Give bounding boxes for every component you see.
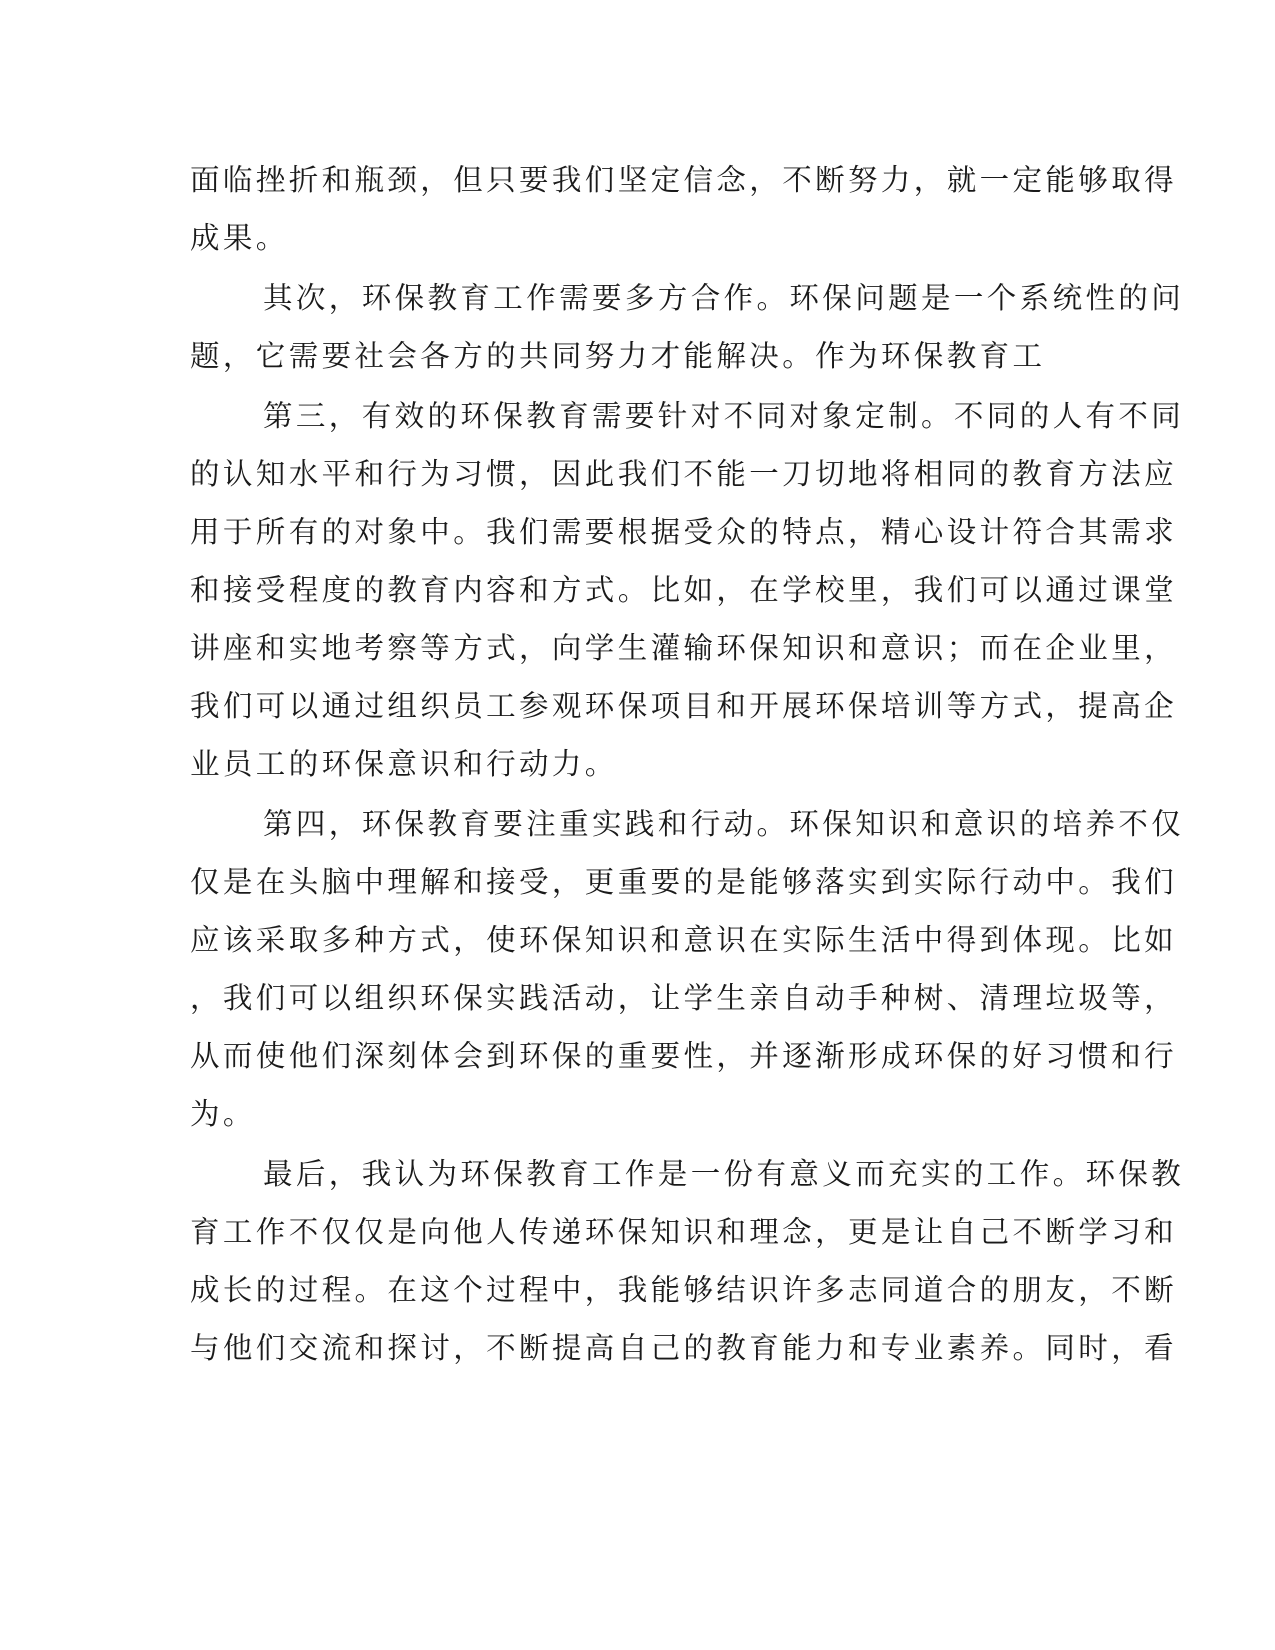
body-text-line: 应该采取多种方式，使环保知识和意识在实际生活中得到体现。比如 <box>190 923 1178 957</box>
body-text-line: 和接受程度的教育内容和方式。比如，在学校里，我们可以通过课堂 <box>190 573 1178 607</box>
paragraph-start-line: 第四，环保教育要注重实践和行动。环保知识和意识的培养不仅 <box>263 807 1185 841</box>
body-text-line: 育工作不仅仅是向他人传递环保知识和理念，更是让自己不断学习和 <box>190 1215 1178 1249</box>
body-text-line: 讲座和实地考察等方式，向学生灌输环保知识和意识；而在企业里， <box>190 631 1178 665</box>
body-text-line: 成果。 <box>190 221 289 255</box>
paragraph-start-line: 最后，我认为环保教育工作是一份有意义而充实的工作。环保教 <box>263 1157 1185 1191</box>
paragraph-start-line: 其次，环保教育工作需要多方合作。环保问题是一个系统性的问 <box>263 281 1185 315</box>
body-text-line: 面临挫折和瓶颈，但只要我们坚定信念，不断努力，就一定能够取得 <box>190 163 1178 197</box>
body-text-line: 从而使他们深刻体会到环保的重要性，并逐渐形成环保的好习惯和行 <box>190 1039 1178 1073</box>
body-text-line: 业员工的环保意识和行动力。 <box>190 747 618 781</box>
body-text-line: 题，它需要社会各方的共同努力才能解决。作为环保教育工 <box>190 339 1046 373</box>
paragraph-start-line: 第三，有效的环保教育需要针对不同对象定制。不同的人有不同 <box>263 399 1185 433</box>
body-text-line: 为。 <box>190 1097 256 1131</box>
body-text-line: 成长的过程。在这个过程中，我能够结识许多志同道合的朋友，不断 <box>190 1273 1178 1307</box>
body-text-line: 用于所有的对象中。我们需要根据受众的特点，精心设计符合其需求 <box>190 515 1178 549</box>
body-text-line: 的认知水平和行为习惯，因此我们不能一刀切地将相同的教育方法应 <box>190 457 1178 491</box>
body-text-line: 我们可以通过组织员工参观环保项目和开展环保培训等方式，提高企 <box>190 689 1178 723</box>
body-text-line: ，我们可以组织环保实践活动，让学生亲自动手种树、清理垃圾等， <box>190 981 1178 1015</box>
body-text-line: 与他们交流和探讨，不断提高自己的教育能力和专业素养。同时，看 <box>190 1331 1178 1365</box>
body-text-line: 仅是在头脑中理解和接受，更重要的是能够落实到实际行动中。我们 <box>190 865 1178 899</box>
